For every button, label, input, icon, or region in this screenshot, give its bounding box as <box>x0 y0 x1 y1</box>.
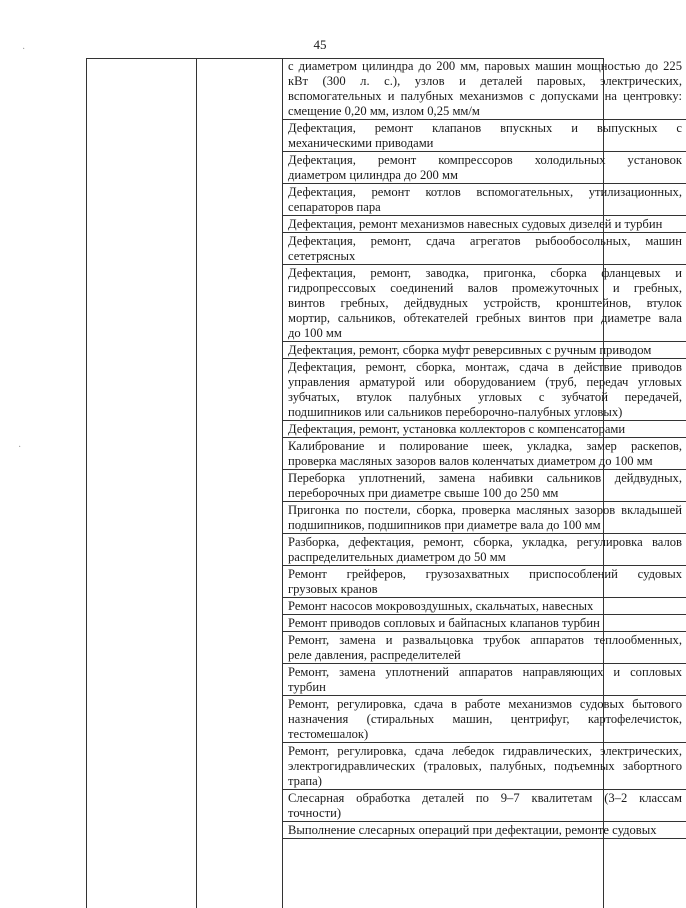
row-text-line: смещение 0,20 мм, излом 0,25 мм/м <box>288 104 480 118</box>
row-text-line: Выполнение слесарных операций при дефектации, ремонте судовых <box>288 823 657 837</box>
table-row <box>282 438 686 470</box>
row-text-line: Ремонт, регулировка, сдача лебедок гидравлических, электрических, <box>288 744 682 758</box>
page-number: 45 <box>313 37 327 52</box>
row-text-line: электрогидравлических (траловых, палубных, подъемных забортного <box>288 759 682 773</box>
row-text-line: Ремонт, замена и развальцовка трубок аппаратов теплообменных, <box>288 633 682 647</box>
table-row <box>282 233 686 265</box>
row-text-line: механическими приводами <box>288 136 434 150</box>
row-text-line: Ремонт, замена уплотнений аппаратов направляющих и сопловых <box>288 665 682 679</box>
row-text-line: Пригонка по постели, сборка, проверка масляных зазоров вкладышей <box>288 503 682 517</box>
row-text-line: проверка масляных зазоров валов коленчатых диаметром до 100 мм <box>288 454 653 468</box>
table-row <box>282 632 686 664</box>
row-text-line: подшипников, подшипников при диаметре вала до 100 мм <box>288 518 601 532</box>
row-text-line: подшипников или сальников переборочно-палубных угловых) <box>288 405 623 419</box>
row-text-line: зубчатых, втулок палубных угловых с зубчатой передачей, <box>288 390 682 404</box>
row-text-line: до 100 мм <box>288 326 342 340</box>
table-row <box>282 696 686 743</box>
row-text-line: винтов гребных, дейдвудных устройств, кронштейнов, втулок <box>288 296 682 310</box>
row-text-line: Ремонт грейферов, грузозахватных приспособлений судовых <box>288 567 682 581</box>
row-text-line: Дефектация, ремонт, сдача агрегатов рыбообосольных, машин <box>288 234 682 248</box>
table-row <box>282 265 686 342</box>
row-text-line: точности) <box>288 806 342 820</box>
table-row <box>282 664 686 696</box>
table-row <box>282 342 686 359</box>
row-text-line: Ремонт приводов сопловых и байпасных клапанов турбин <box>288 616 600 630</box>
row-text-line: Дефектация, ремонт котлов вспомогательных, утилизационных, <box>288 185 682 199</box>
row-text-line: кВт (300 л. с.), узлов и деталей паровых, электрических, <box>288 74 682 88</box>
table-row <box>282 743 686 790</box>
table-row <box>282 216 686 233</box>
row-text-line: мортир, сальников, обтекателей гребных винтов при диаметре вала <box>288 311 682 325</box>
table-row <box>282 566 686 598</box>
row-text-line: гидропрессовых соединений валов промежуточных и гребных, <box>288 281 682 295</box>
row-text-line: Дефектация, ремонт клапанов впускных и выпускных с <box>288 121 682 135</box>
row-text-line: тестомешалок) <box>288 727 369 741</box>
row-text-line: Разборка, дефектация, ремонт, сборка, укладка, регулировка валов <box>288 535 682 549</box>
scan-speck: · <box>18 442 22 453</box>
row-text-line: вспомогательных и палубных механизмов с допусками на центровку: <box>288 89 682 103</box>
row-text-line: диаметром цилиндра до 200 мм <box>288 168 458 182</box>
row-text-line: грузовых кранов <box>288 582 378 596</box>
table-row <box>282 421 686 438</box>
work-list <box>282 58 686 839</box>
row-text-line: Дефектация, ремонт, сборка муфт реверсивных с ручным приводом <box>288 343 652 357</box>
table-row <box>282 120 686 152</box>
row-text-line: Ремонт, регулировка, сдача в работе механизмов судовых бытового <box>288 697 682 711</box>
table-row <box>282 598 686 615</box>
table-row <box>282 470 686 502</box>
table-row <box>282 534 686 566</box>
table-row <box>282 359 686 421</box>
table-row <box>282 822 686 839</box>
table-column-divider-1 <box>196 58 197 908</box>
row-text-line: управления арматурой или оборудованием (труб, передач угловых <box>288 375 682 389</box>
row-text-line: турбин <box>288 680 326 694</box>
qualification-table <box>86 58 682 908</box>
row-text-line: сепараторов пара <box>288 200 381 214</box>
row-text-line: Ремонт насосов мокровоздушных, скальчатых, навесных <box>288 599 594 613</box>
table-row <box>282 58 686 120</box>
row-text-line: Дефектация, ремонт механизмов навесных судовых дизелей и турбин <box>288 217 663 231</box>
row-text-line: реле давления, распределителей <box>288 648 461 662</box>
row-text-line: сететрясных <box>288 249 356 263</box>
row-text-line: Слесарная обработка деталей по 9–7 квалитетам (3–2 классам <box>288 791 682 805</box>
row-text-line: трапа) <box>288 774 322 788</box>
row-text-line: распределительных диаметром до 50 мм <box>288 550 506 564</box>
row-text-line: Дефектация, ремонт, заводка, пригонка, сборка фланцевых и <box>288 266 682 280</box>
table-row <box>282 184 686 216</box>
row-text-line: Дефектация, ремонт, сборка, монтаж, сдача в действие приводов <box>288 360 682 374</box>
scan-speck: · <box>22 44 26 55</box>
table-row <box>282 790 686 822</box>
table-row <box>282 152 686 184</box>
row-text-line: Дефектация, ремонт компрессоров холодильных установок <box>288 153 682 167</box>
table-row <box>282 502 686 534</box>
row-text-line: Переборка уплотнений, замена набивки сальников дейдвудных, <box>288 471 682 485</box>
row-text-line: Дефектация, ремонт, установка коллекторов с компенсаторами <box>288 422 626 436</box>
table-row <box>282 615 686 632</box>
row-text-line: Калибрование и полирование шеек, укладка, замер раскепов, <box>288 439 682 453</box>
table-border-left <box>86 58 87 908</box>
row-text-line: назначения (стиральных машин, центрифуг, картофелечисток, <box>288 712 682 726</box>
row-text-line: переборочных при диаметре свыше 100 до 250 мм <box>288 486 559 500</box>
row-text-line: с диаметром цилиндра до 200 мм, паровых машин мощностью до 225 <box>288 59 682 73</box>
